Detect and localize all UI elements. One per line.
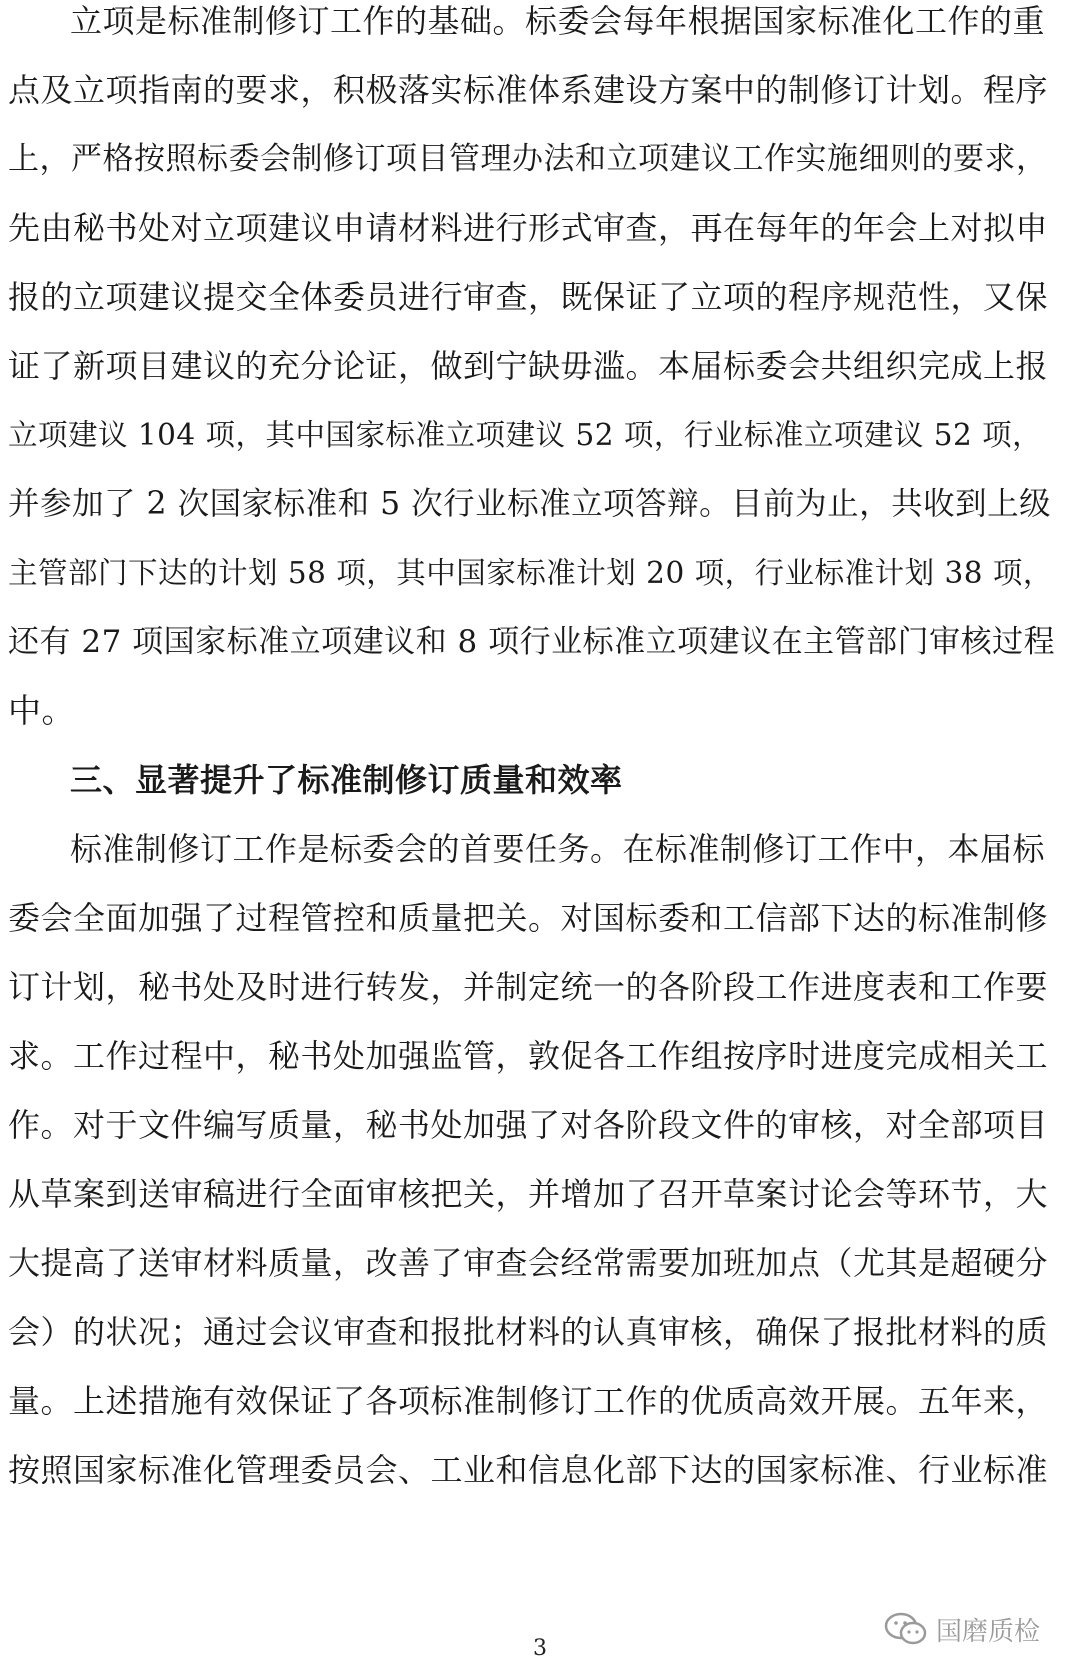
paragraph1-line-10: 还有 27 项国家标准立项建议和 8 项行业标准立项建议在主管部门审核过程 [8,624,1056,660]
paragraph1-line-8: 并参加了 2 次国家标准和 5 次行业标准立项答辩。目前为止，共收到上级 [8,486,1052,522]
section-heading: 三、显著提升了标准制修订质量和效率 [70,761,623,799]
paragraph2-line-6: 从草案到送审稿进行全面审核把关，并增加了召开草案讨论会等环节，大 [8,1175,1049,1213]
paragraph2-line-7: 大提高了送审材料质量，改善了审查会经常需要加班加点（尤其是超硬分 [8,1244,1049,1282]
paragraph1-line-3: 上，严格按照标委会制修订项目管理办法和立项建议工作实施细则的要求， [8,141,1048,177]
paragraph1-line-11: 中。 [8,691,75,730]
paragraph2-line-10: 按照国家标准化管理委员会、工业和信息化部下达的国家标准、行业标准 [8,1451,1049,1489]
paragraph1-line-5: 报的立项建议提交全体委员进行审查，既保证了立项的程序规范性，又保 [8,278,1049,316]
paragraph2-line-1: 标准制修订工作是标委会的首要任务。在标准制修订工作中，本届标 [70,830,1046,868]
paragraph2-line-9: 量。上述措施有效保证了各项标准制修订工作的优质高效开展。五年来， [8,1382,1049,1420]
paragraph2-line-8: 会）的状况；通过会议审查和报批材料的认真审核，确保了报批材料的质 [8,1313,1049,1351]
paragraph1-line-4: 先由秘书处对立项建议申请材料进行形式审查，再在每年的年会上对拟申 [8,209,1049,247]
paragraph2-line-5: 作。对于文件编写质量，秘书处加强了对各阶段文件的审核，对全部项目 [8,1106,1049,1144]
paragraph1-line-6: 证了新项目建议的充分论证，做到宁缺毋滥。本届标委会共组织完成上报 [8,347,1049,385]
paragraph1-line-2: 点及立项指南的要求，积极落实标准体系建设方案中的制修订计划。程序 [8,71,1049,109]
paragraph1-line-9: 主管部门下达的计划 58 项，其中国家标准计划 20 项，行业标准计划 38 项， [8,556,1053,590]
paragraph2-line-2: 委会全面加强了过程管控和质量把关。对国标委和工信部下达的标准制修 [8,899,1049,937]
document-page [8,0,1058,1676]
watermark-text: 国磨质检 [935,1616,1040,1647]
paragraph1-line-1: 立项是标准制修订工作的基础。标委会每年根据国家标准化工作的重 [70,2,1046,40]
paragraph2-line-4: 求。工作过程中，秘书处加强监管，敦促各工作组按序时进度完成相关工 [8,1037,1049,1075]
page-number: 3 [533,1636,547,1661]
paragraph2-line-3: 订计划，秘书处及时进行转发，并制定统一的各阶段工作进度表和工作要 [8,968,1049,1006]
paragraph1-line-7: 立项建议 104 项，其中国家标准立项建议 52 项，行业标准立项建议 52 项， [8,418,1043,452]
